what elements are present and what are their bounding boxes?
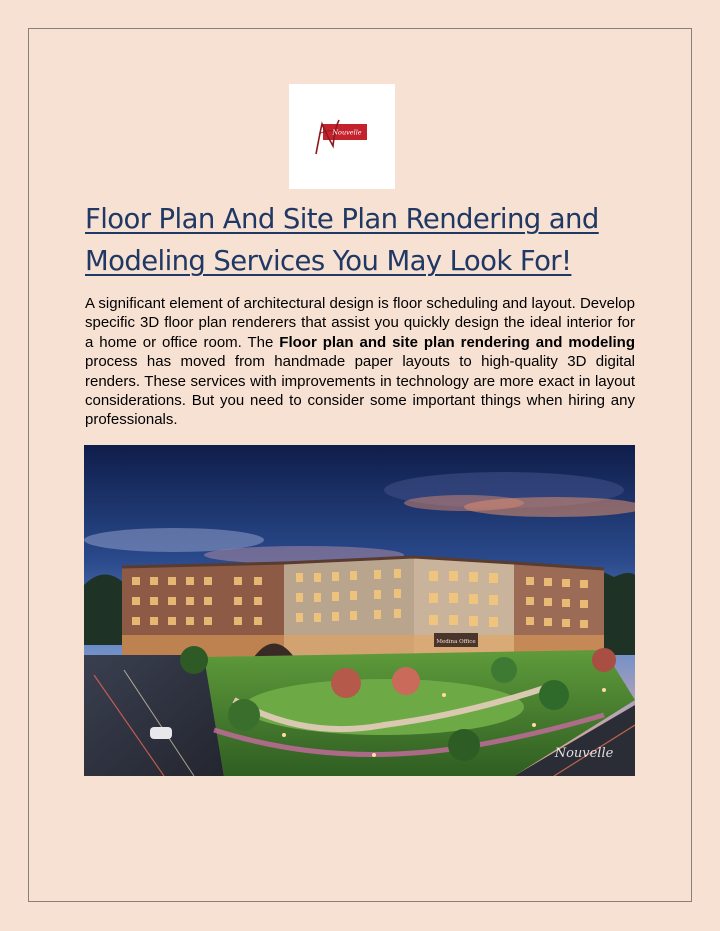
paragraph-keyword: Floor plan and site plan rendering and modeling xyxy=(279,333,635,351)
title-line-1: Floor Plan And Site Plan Rendering and xyxy=(85,203,599,235)
title-line-2: Modeling Services You May Look For! xyxy=(85,245,572,277)
image-watermark: Nouvelle xyxy=(554,746,614,761)
logo-wordmark: Nouvelle xyxy=(332,128,362,137)
paragraph-text-2: process has moved from handmade paper layouts to high-quality 3D digital renders. These services with improvements in technology are more exact in layout considerations. But you need to consider some important things when hiring any professionals. xyxy=(85,353,635,429)
building-render-image xyxy=(84,445,635,776)
building-sign: Medina Office xyxy=(436,639,476,645)
company-logo xyxy=(289,84,395,189)
paragraph-text-1: A significant element of architectural design is floor scheduling and layout. Develop specific 3D floor plan renderers that assist you quickly design the ideal interior for a home or office room. The xyxy=(85,295,635,351)
intro-paragraph xyxy=(85,294,635,430)
page-title xyxy=(85,198,645,282)
nouvelle-logo-icon xyxy=(289,84,395,189)
